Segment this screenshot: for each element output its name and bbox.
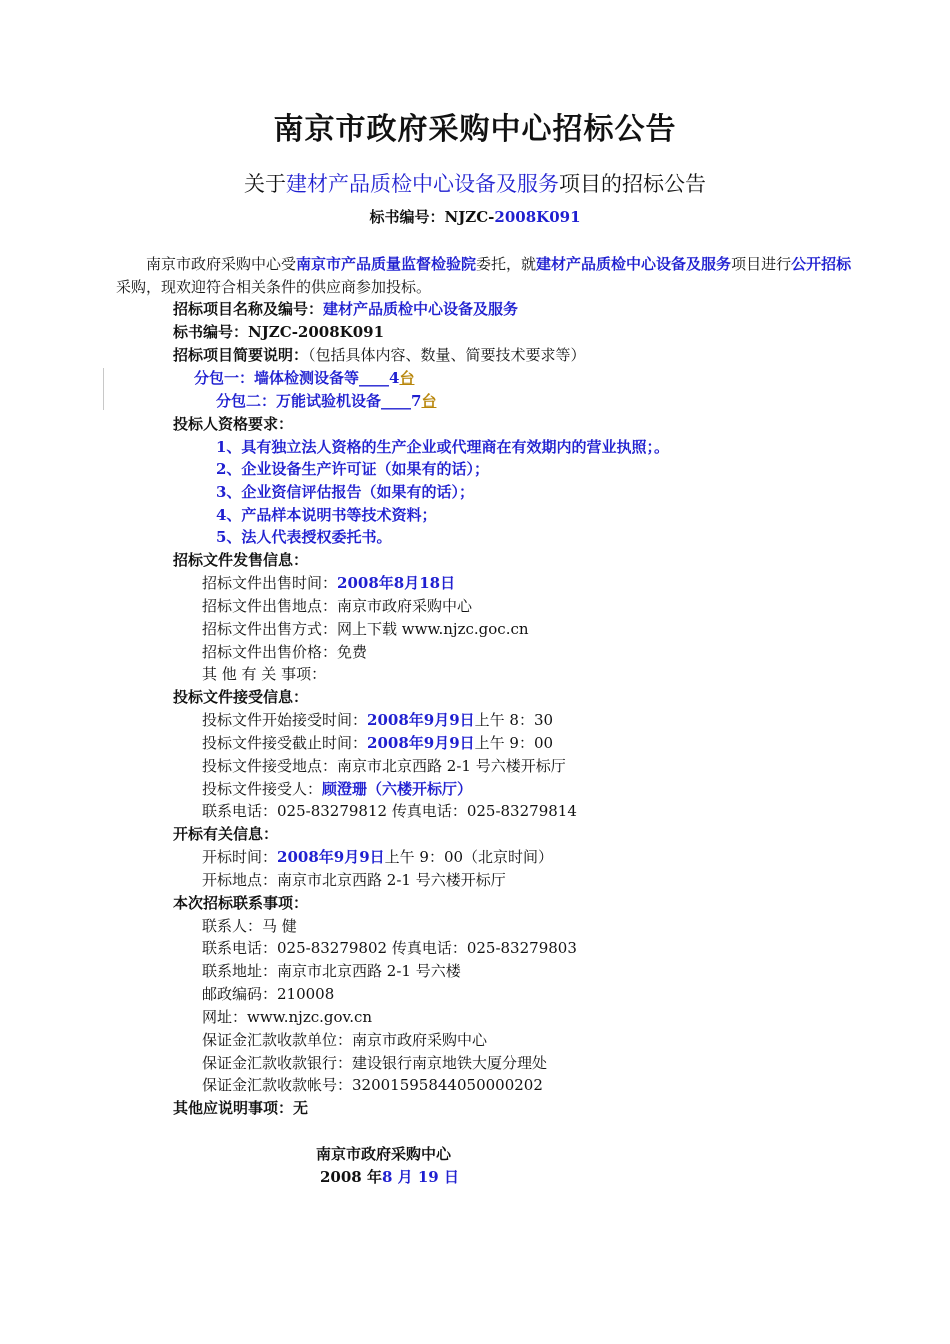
receive-end-time: 上午 9：00: [474, 734, 554, 752]
sale-time-value: 2008年8月18日: [337, 574, 456, 592]
sale-time-label: 招标文件出售时间：: [202, 574, 338, 592]
package-1: [194, 368, 414, 388]
qualification-item: 1、具有独立法人资格的生产企业或代理商在有效期内的营业执照；。: [216, 438, 669, 456]
project-desc-line: [173, 345, 586, 365]
intro-project: 建材产品质检中心设备及服务: [536, 255, 732, 273]
intro-client: 南京市产品质量监督检验院: [296, 255, 477, 273]
bid-number: [0, 207, 950, 227]
sale-place: 招标文件出售地点：南京市政府采购中心: [202, 597, 473, 615]
sale-heading: 招标文件发售信息：: [173, 551, 309, 569]
qualification-item: 2、企业设备生产许可证（如果有的话）；: [216, 460, 489, 478]
deposit-bank: 保证金汇款收款银行：建设银行南京地铁大厦分理处: [202, 1054, 548, 1072]
sale-other: 其 他 有 关 事项：: [202, 665, 327, 683]
contact-heading: 本次招标联系事项：: [173, 894, 309, 912]
contact-phone: 联系电话：025-83279802 传真电话：025-83279803: [202, 939, 577, 957]
bid-number-label: 标书编号：: [369, 208, 445, 226]
package-1-unit: 台: [399, 369, 415, 387]
contact-address: 联系地址：南京市北京西路 2-1 号六楼: [202, 962, 461, 980]
receive-end-label: 投标文件接受截止时间：: [202, 734, 368, 752]
subtitle-project: 建材产品质检中心设备及服务: [286, 172, 559, 196]
contact-website: 网址：www.njzc.gov.cn: [202, 1008, 373, 1026]
subtitle-post: 项目的招标公告: [559, 172, 706, 196]
package-1-text: 分包一：墙体检测设备等: [194, 369, 360, 387]
signature-date: [320, 1167, 459, 1187]
qualification-item: 3、企业资信评估报告（如果有的话）；: [216, 483, 474, 501]
intro-text-1: 南京市政府采购中心受: [146, 255, 297, 273]
receive-person-line: [202, 779, 472, 799]
receive-start-line: [202, 710, 553, 730]
open-time-date: 2008年9月9日: [277, 848, 385, 866]
receive-start-time: 上午 8：30: [474, 711, 554, 729]
package-1-blank: ____: [359, 369, 390, 387]
signature-monthday: 8 月 19 日: [381, 1168, 459, 1186]
sale-method: 招标文件出售方式：网上下载 www.njzc.goc.cn: [202, 620, 529, 638]
open-time-label: 开标时间：: [202, 848, 278, 866]
intro-text-3: 项目进行: [731, 255, 792, 273]
package-2-text: 分包二：万能试验机设备: [216, 392, 382, 410]
qualification-item: 4、产品样本说明书等技术资料；: [216, 506, 437, 524]
receive-place: 投标文件接受地点：南京市北京西路 2-1 号六楼开标厅: [202, 757, 566, 775]
other-notes: 其他应说明事项：无: [173, 1099, 309, 1117]
signature-org: 南京市政府采购中心: [316, 1145, 452, 1163]
intro-text-4: 采购，现欢迎符合相关条件的供应商参加投标。: [116, 278, 432, 296]
receive-end-date: 2008年9月9日: [367, 734, 475, 752]
receive-person-value: 顾澄珊（六楼开标厅）: [322, 780, 473, 798]
contact-postcode: 邮政编码：210008: [202, 985, 335, 1003]
deposit-payee: 保证金汇款收款单位：南京市政府采购中心: [202, 1031, 488, 1049]
contact-person: 联系人：马 健: [202, 917, 297, 935]
open-place: 开标地点：南京市北京西路 2-1 号六楼开标厅: [202, 871, 506, 889]
page-title: 南京市政府采购中心招标公告: [273, 112, 677, 147]
package-2-qty: 7: [411, 392, 422, 410]
project-name-value: 建材产品质检中心设备及服务: [323, 300, 519, 318]
project-name-label: 招标项目名称及编号：: [173, 300, 324, 318]
intro-method: 公开招标: [791, 255, 852, 273]
qualification-item: 5、法人代表授权委托书。: [216, 528, 392, 546]
project-desc-label: 招标项目简要说明：: [173, 346, 309, 364]
qualification-heading: 投标人资格要求：: [173, 415, 294, 433]
open-heading: 开标有关信息：: [173, 825, 279, 843]
project-name-line: [173, 299, 518, 319]
margin-bar: [103, 368, 104, 410]
intro-paragraph: [116, 253, 856, 299]
receive-person-label: 投标文件接受人：: [202, 780, 323, 798]
intro-text-2: 委托，就: [476, 255, 537, 273]
bid-number-line: 标书编号：NJZC-2008K091: [173, 323, 385, 341]
receive-phone: 联系电话：025-83279812 传真电话：025-83279814: [202, 802, 577, 820]
deposit-account: 保证金汇款收款帐号：32001595844050000202: [202, 1076, 543, 1094]
package-2-blank: ____: [381, 392, 412, 410]
project-desc-value: （包括具体内容、数量、简要技术要求等）: [308, 346, 586, 364]
open-time-rest: 上午 9：00（北京时间）: [384, 848, 554, 866]
receive-start-date: 2008年9月9日: [367, 711, 475, 729]
subtitle-pre: 关于: [244, 172, 286, 196]
open-time-line: [202, 847, 553, 867]
bid-number-value: 2008K091: [494, 208, 581, 226]
receive-heading: 投标文件接受信息：: [173, 688, 309, 706]
package-2: [216, 391, 436, 411]
signature-year: 2008 年: [320, 1168, 382, 1186]
subtitle: [0, 170, 950, 198]
receive-end-line: [202, 733, 553, 753]
receive-start-label: 投标文件开始接受时间：: [202, 711, 368, 729]
package-2-unit: 台: [421, 392, 437, 410]
bid-number-prefix: NJZC-: [444, 208, 495, 226]
package-1-qty: 4: [389, 369, 400, 387]
sale-time-line: [202, 573, 455, 593]
sale-price: 招标文件出售价格：免费: [202, 643, 368, 661]
